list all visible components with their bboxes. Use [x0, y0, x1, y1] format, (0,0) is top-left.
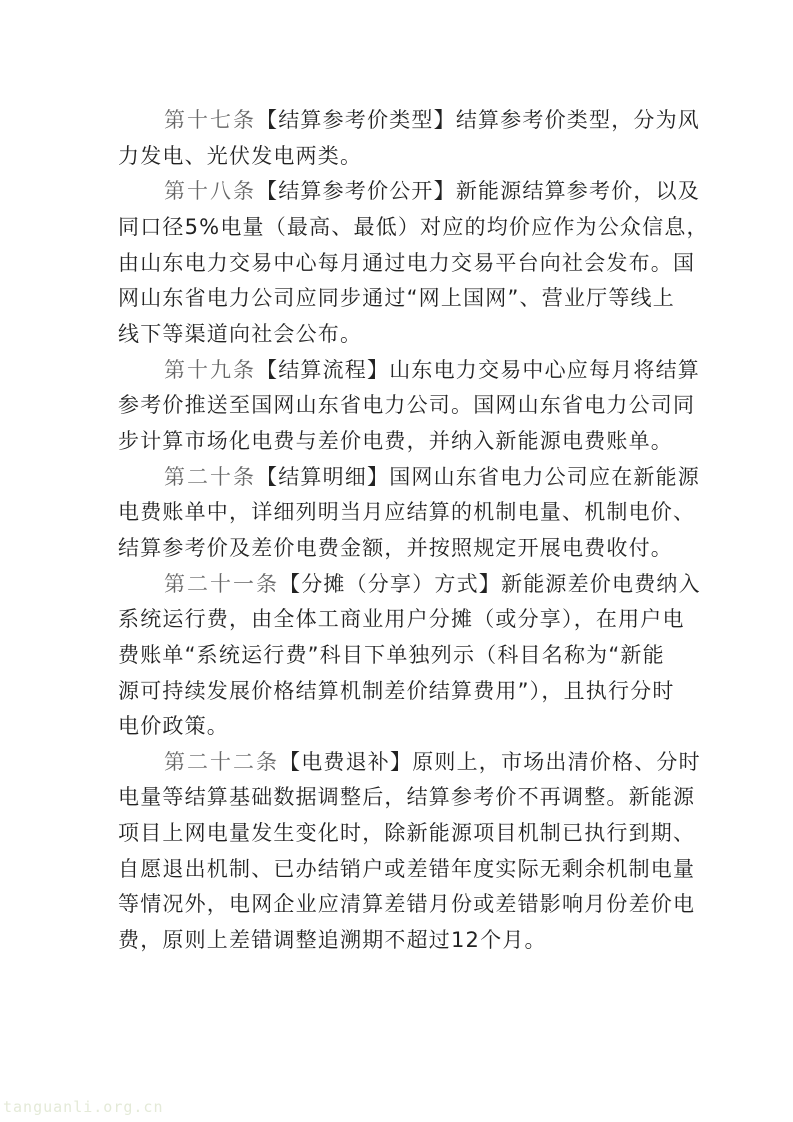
article-text: 新能源结算参考价，以及	[455, 179, 701, 204]
article-number: 第二十条	[164, 464, 256, 489]
article-text: 电量等结算基础数据调整后，结算参考价不再调整。新能源	[118, 785, 696, 810]
article-line	[118, 816, 696, 852]
article-line	[118, 317, 693, 353]
article-text: 步计算市场化电费与差价电费，并纳入新能源电费账单。	[118, 428, 673, 453]
article-line	[118, 638, 693, 674]
article-first-line	[118, 745, 701, 781]
article-line	[118, 531, 693, 567]
article-line	[118, 424, 693, 460]
article-line	[118, 281, 693, 317]
article	[118, 567, 701, 745]
article-title: 【结算参考价类型】	[256, 108, 456, 132]
article-text: 山东电力交易中心应每月将结算	[389, 357, 701, 382]
article-text: 结算参考价类型，分为风	[455, 108, 701, 132]
article-number: 第十七条	[164, 108, 256, 132]
article	[118, 174, 709, 352]
article	[118, 745, 701, 959]
article-title: 【分摊（分享）方式】	[279, 571, 501, 596]
article	[118, 103, 701, 174]
article-line	[118, 923, 693, 959]
article-title: 【结算参考价公开】	[256, 179, 456, 204]
article-number: 第十九条	[164, 357, 256, 382]
article-text: 线下等渠道向社会公布。	[118, 321, 363, 346]
article-text: 国网山东省电力公司应在新能源	[389, 464, 701, 489]
article-text: 自愿退出机制、已办结销户或差错年度实际无剩余机制电量	[118, 856, 696, 881]
article-line	[118, 887, 696, 923]
article-text: 参考价推送至国网山东省电力公司。国网山东省电力公司同	[118, 393, 696, 418]
article-text: 项目上网电量发生变化时，除新能源项目机制已执行到期、	[118, 821, 696, 846]
article-text: 原则上，市场出清价格、分时	[412, 749, 701, 774]
article-line	[118, 139, 693, 175]
article	[118, 460, 701, 567]
article-line	[118, 210, 709, 246]
article-text: 网山东省电力公司应同步通过“网上国网”、营业厅等线上	[118, 286, 675, 311]
article-line	[118, 388, 696, 424]
article-text: 同口径5%电量（最高、最低）对应的均价应作为公众信息，	[118, 214, 709, 239]
article-title: 【结算明细】	[256, 464, 390, 489]
watermark: tanguanli.org.cn	[3, 1098, 164, 1116]
article-text: 由山东电力交易中心每月通过电力交易平台向社会发布。国	[118, 250, 696, 275]
article-text: 费，原则上差错调整追溯期不超过12个月。	[118, 928, 547, 953]
article-line	[118, 495, 696, 531]
article-text: 电费账单中，详细列明当月应结算的机制电量、机制电价、	[118, 500, 696, 525]
article-first-line	[118, 567, 701, 603]
article-text: 等情况外，电网企业应清算差错月份或差错影响月份差价电	[118, 892, 696, 917]
article-line	[118, 246, 696, 282]
document-body	[118, 103, 709, 959]
article-number: 第二十一条	[164, 571, 279, 596]
article	[118, 353, 701, 460]
article-text: 源可持续发展价格结算机制差价结算费用”），且执行分时	[118, 678, 675, 703]
article-first-line	[118, 353, 701, 389]
article-line	[118, 602, 693, 638]
article-text: 新能源差价电费纳入	[501, 571, 701, 596]
article-first-line	[118, 103, 701, 139]
article-text: 电价政策。	[118, 714, 229, 739]
article-number: 第二十二条	[164, 749, 279, 774]
article-first-line	[118, 460, 701, 496]
article-number: 第十八条	[164, 179, 256, 204]
article-line	[118, 852, 696, 888]
article-line	[118, 674, 693, 710]
article-text: 结算参考价及差价电费金额，并按照规定开展电费收付。	[118, 535, 673, 560]
article-text: 力发电、光伏发电两类。	[118, 143, 363, 168]
article-title: 【结算流程】	[256, 357, 390, 382]
article-line	[118, 709, 693, 745]
article-first-line	[118, 174, 701, 210]
article-text: 费账单“系统运行费”科目下单独列示（科目名称为“新能	[118, 642, 665, 667]
article-title: 【电费退补】	[279, 749, 413, 774]
article-line	[118, 780, 696, 816]
article-text: 系统运行费，由全体工商业用户分摊（或分享），在用户电	[118, 607, 685, 632]
